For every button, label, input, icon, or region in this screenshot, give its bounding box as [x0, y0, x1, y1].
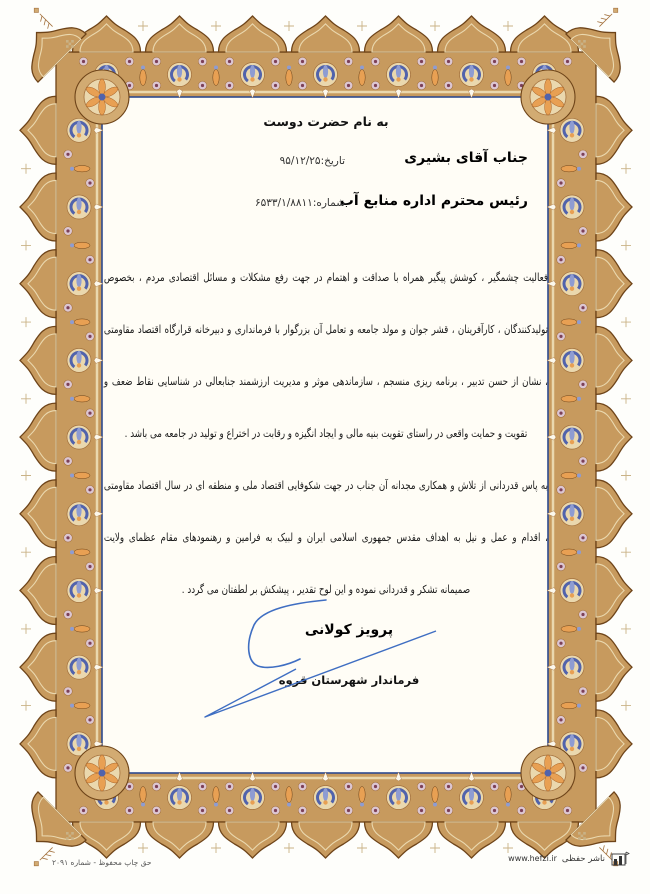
- body-line: تولیدکنندگان ، کارآفرینان ، قشر جوان و مولد جامعه و تعامل آن بزرگوار با فرمانداری و دبیرخانه قرارگاه اقتصاد مقاومتی: [103, 323, 548, 336]
- publisher-block: [508, 850, 630, 867]
- publisher-logo-icon: [610, 850, 630, 867]
- date-field: تاریخ:۹۵/۱۲/۲۵: [279, 155, 345, 167]
- recipient-title: رئیس محترم اداره منابع آب: [339, 193, 528, 209]
- number-field: شماره:۶۵۳۳/۱/۸۸۱۱: [254, 197, 345, 209]
- body-line: ، اقدام و عمل و نیل به اهداف مقدس جمهوری اسلامی ایران و لبیک به فرامین و رهنمودهای مقام عظمای ولایت: [103, 531, 548, 544]
- body-line: صمیمانه تشکر و قدردانی نموده و این لوح تقدیر ، پیشکش بر لطفتان می گردد .: [181, 583, 471, 596]
- certificate-content: [104, 100, 548, 773]
- publisher-name: ناشر حفظی: [561, 853, 605, 864]
- body-line: فعالیت چشمگیر ، کوشش پیگیر همراه با صداقت و اهتمام در جهت رفع مشکلات و مسائل اقتصادی مردم ، بخصوص: [103, 271, 548, 284]
- body-line: به پاس قدردانی از تلاش و همکاری مجدانه آن جناب در جهت شکوفایی اقتصاد ملی و منطقه ای در سال اقتصاد مقاومتی: [103, 479, 548, 492]
- body-line: ، نشان از حسن تدبیر ، برنامه ریزی منسجم ، سازماندهی موثر و مدیریت ارزشمند جنابعالی در شناسایی نقاط ضعف و: [103, 375, 548, 388]
- recipient-name: جناب آقای بشیری: [404, 150, 528, 166]
- publisher-website: www.hefzi.ir: [508, 854, 557, 863]
- basmala-heading: به نام حضرت دوست: [263, 114, 389, 129]
- signatory-title: فرماندار شهرستان قروه: [278, 673, 420, 687]
- body-lines: [104, 252, 548, 616]
- body-line: تقویت و حمایت واقعی در راستای تقویت بنیه مالی و ایجاد انگیزه و رقابت در اختراع و تولید در جامعه می باشد .: [124, 427, 528, 440]
- print-note: حق چاپ محفوظ - شماره ۲۰۹۱: [52, 858, 152, 867]
- signatory-name: پرویز کولانی: [304, 622, 394, 638]
- signature-block: [234, 620, 464, 687]
